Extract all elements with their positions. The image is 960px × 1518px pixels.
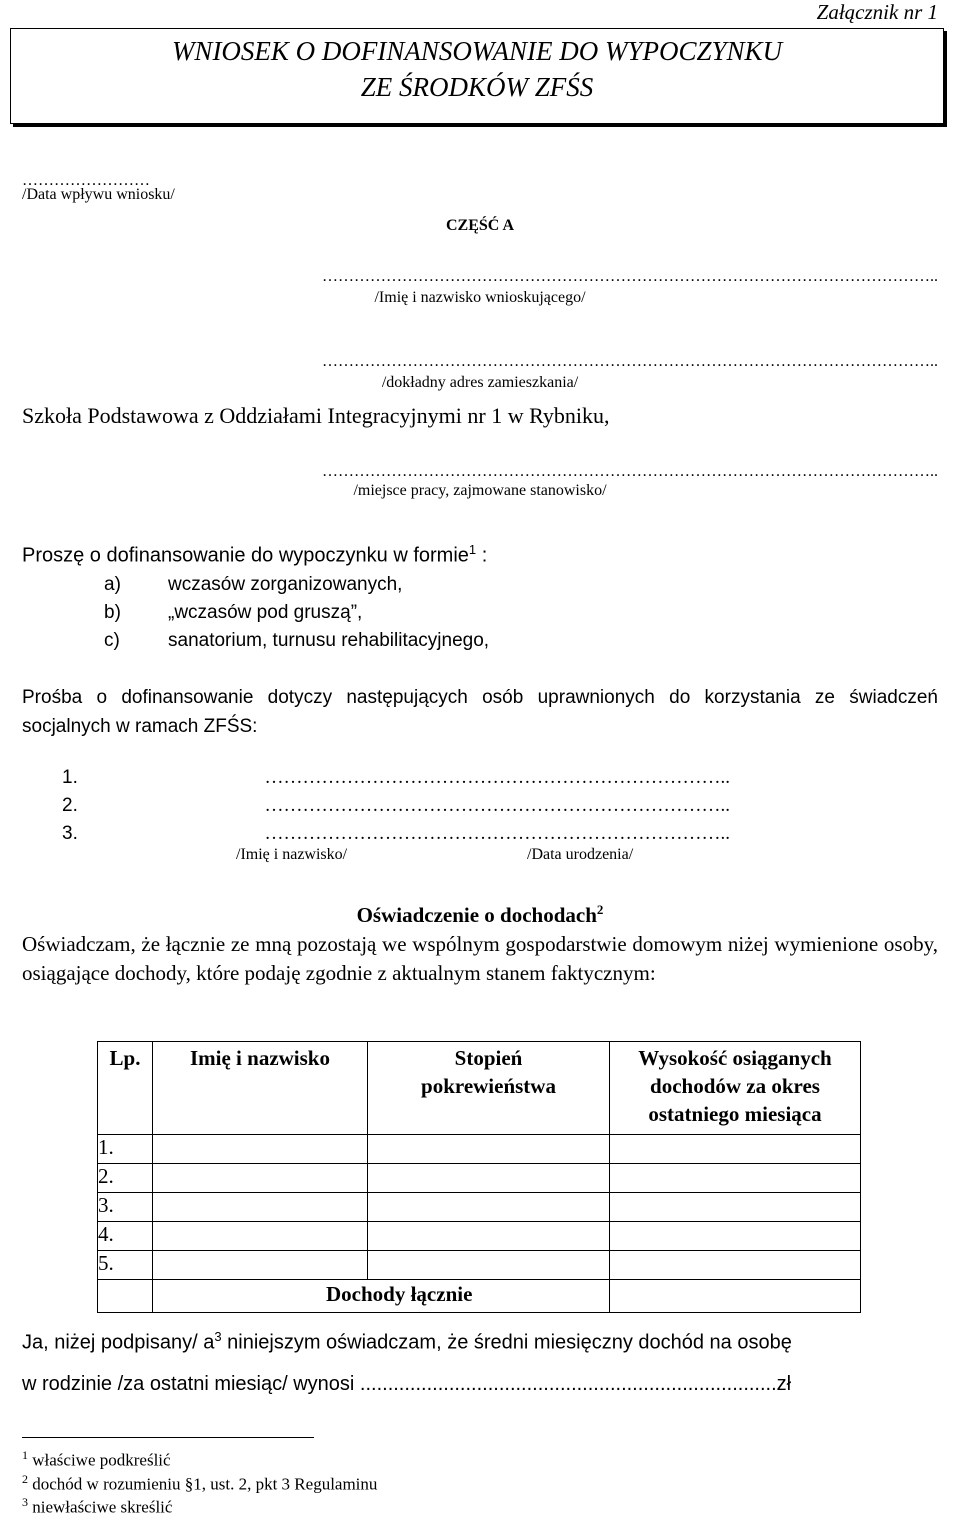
workplace-label: /miejsce pracy, zajmowane stanowisko/ <box>353 482 607 499</box>
header-income <box>610 1042 861 1135</box>
request-intro-text: Proszę o dofinansowanie do wypoczynku w formie <box>22 544 469 567</box>
footnote-2-num: 2 <box>22 1472 28 1486</box>
footnote-1-num: 1 <box>22 1448 28 1462</box>
row-2-lp: 2. <box>98 1164 153 1193</box>
annex-label: Załącznik nr 1 <box>816 0 938 24</box>
title-line-2: ZE ŚRODKÓW ZFŚS <box>360 72 594 102</box>
table-row <box>98 1251 861 1280</box>
declaration-line-1-start: Ja, niżej podpisany/ a <box>22 1331 215 1354</box>
row-5-relation-cell[interactable] <box>368 1251 610 1280</box>
income-table <box>97 1041 861 1313</box>
total-row-lp-cell <box>98 1280 153 1313</box>
income-statement: Oświadczam, że łącznie ze mną pozostają we wspólnym gospodarstwie domowym niżej wymienione osoby, osiągające dochody, które podaję zgodnie z aktualnym stanem faktycznym: <box>22 932 938 985</box>
total-income-cell[interactable] <box>610 1280 861 1313</box>
footnote-ref-3: 3 <box>214 1329 222 1344</box>
row-3-income-cell[interactable] <box>610 1193 861 1222</box>
row-3-relation-cell[interactable] <box>368 1193 610 1222</box>
row-2-income-cell[interactable] <box>610 1164 861 1193</box>
footnote-3 <box>22 1495 172 1518</box>
part-label: CZĘŚĆ A <box>445 217 515 234</box>
table-row <box>98 1222 861 1251</box>
row-1-income-cell[interactable] <box>610 1135 861 1164</box>
header-relation-text: Stopień pokrewieństwa <box>421 1046 556 1098</box>
person-1-field[interactable]: ……………………………………………………………….. <box>264 767 730 788</box>
table-row <box>98 1164 861 1193</box>
applicant-name-field[interactable]: …………………………………………………………………………………………………….. <box>322 268 938 285</box>
row-4-lp: 4. <box>98 1222 153 1251</box>
receipt-date-label: /Data wpływu wniosku/ <box>22 186 175 203</box>
footnote-3-text: niewłaściwe skreślić <box>32 1497 173 1517</box>
footnote-ref-2: 2 <box>596 902 604 917</box>
row-5-income-cell[interactable] <box>610 1251 861 1280</box>
address-field[interactable]: …………………………………………………………………………………………………….. <box>322 353 938 370</box>
workplace-field[interactable]: …………………………………………………………………………………………………….. <box>322 463 938 480</box>
option-a-text: wczasów zorganizowanych, <box>168 574 403 595</box>
option-c-marker: c) <box>104 630 120 651</box>
row-1-relation-cell[interactable] <box>368 1135 610 1164</box>
person-3-field[interactable]: ……………………………………………………………….. <box>264 823 730 844</box>
row-4-income-cell[interactable] <box>610 1222 861 1251</box>
row-3-lp: 3. <box>98 1193 153 1222</box>
title-box <box>10 28 944 124</box>
header-relation <box>368 1042 610 1135</box>
title-line-1: WNIOSEK O DOFINANSOWANIE DO WYPOCZYNKU <box>171 36 783 66</box>
footnote-2 <box>22 1472 377 1495</box>
person-2-num: 2. <box>62 795 78 816</box>
request-intro-tail: : <box>476 544 488 567</box>
row-1-lp: 1. <box>98 1135 153 1164</box>
row-2-relation-cell[interactable] <box>368 1164 610 1193</box>
income-heading-text: Oświadczenie o dochodach <box>356 903 597 927</box>
footnote-ref-1: 1 <box>468 542 477 557</box>
footnote-1-text: właściwe podkreślić <box>32 1450 171 1470</box>
row-4-name-cell[interactable] <box>153 1222 368 1251</box>
income-table-header <box>98 1042 861 1135</box>
person-date-label: /Data urodzenia/ <box>527 846 634 863</box>
income-heading <box>0 902 960 928</box>
header-income-text: Wysokość osiąganych dochodów za okres ostatniego miesiąca <box>638 1046 832 1126</box>
row-1-name-cell[interactable] <box>153 1135 368 1164</box>
option-b-text: „wczasów pod gruszą”, <box>168 602 363 623</box>
row-5-lp: 5. <box>98 1251 153 1280</box>
footnote-2-text: dochód w rozumieniu §1, ust. 2, pkt 3 Regulaminu <box>32 1474 378 1494</box>
header-lp: Lp. <box>98 1042 153 1135</box>
footnote-divider <box>22 1437 314 1438</box>
option-b-marker: b) <box>104 602 121 623</box>
table-row <box>98 1193 861 1222</box>
persons-intro: Prośba o dofinansowanie dotyczy następujących osób uprawnionych do korzystania ze świadczeń socjalnych w ramach ZFŚS: <box>22 687 938 737</box>
address-label: /dokładny adres zamieszkania/ <box>381 374 579 391</box>
row-5-name-cell[interactable] <box>153 1251 368 1280</box>
person-2-field[interactable]: ……………………………………………………………….. <box>264 795 730 816</box>
table-row <box>98 1135 861 1164</box>
declaration-line-2[interactable]: w rodzinie /za ostatni miesiąc/ wynosi ...........................................................................zł <box>22 1373 792 1395</box>
school-name: Szkoła Podstawowa z Oddziałami Integracyjnymi nr 1 w Rybniku, <box>22 403 610 428</box>
total-label: Dochody łącznie <box>153 1280 610 1313</box>
header-name: Imię i nazwisko <box>153 1042 368 1135</box>
receipt-date-field[interactable]: …………………… <box>22 172 150 189</box>
request-intro <box>22 542 487 568</box>
row-3-name-cell[interactable] <box>153 1193 368 1222</box>
option-c-text: sanatorium, turnusu rehabilitacyjnego, <box>168 630 490 651</box>
footnote-3-num: 3 <box>22 1495 28 1509</box>
table-total-row <box>98 1280 861 1313</box>
declaration-line-1 <box>22 1329 792 1355</box>
option-a-marker: a) <box>104 574 121 595</box>
footnote-1 <box>22 1448 171 1471</box>
person-1-num: 1. <box>62 767 78 788</box>
row-2-name-cell[interactable] <box>153 1164 368 1193</box>
declaration-line-1-end: niniejszym oświadczam, że średni miesięczny dochód na osobę <box>221 1331 792 1354</box>
person-name-label: /Imię i nazwisko/ <box>236 846 348 863</box>
person-3-num: 3. <box>62 823 78 844</box>
row-4-relation-cell[interactable] <box>368 1222 610 1251</box>
applicant-name-label: /Imię i nazwisko wnioskującego/ <box>374 289 586 306</box>
